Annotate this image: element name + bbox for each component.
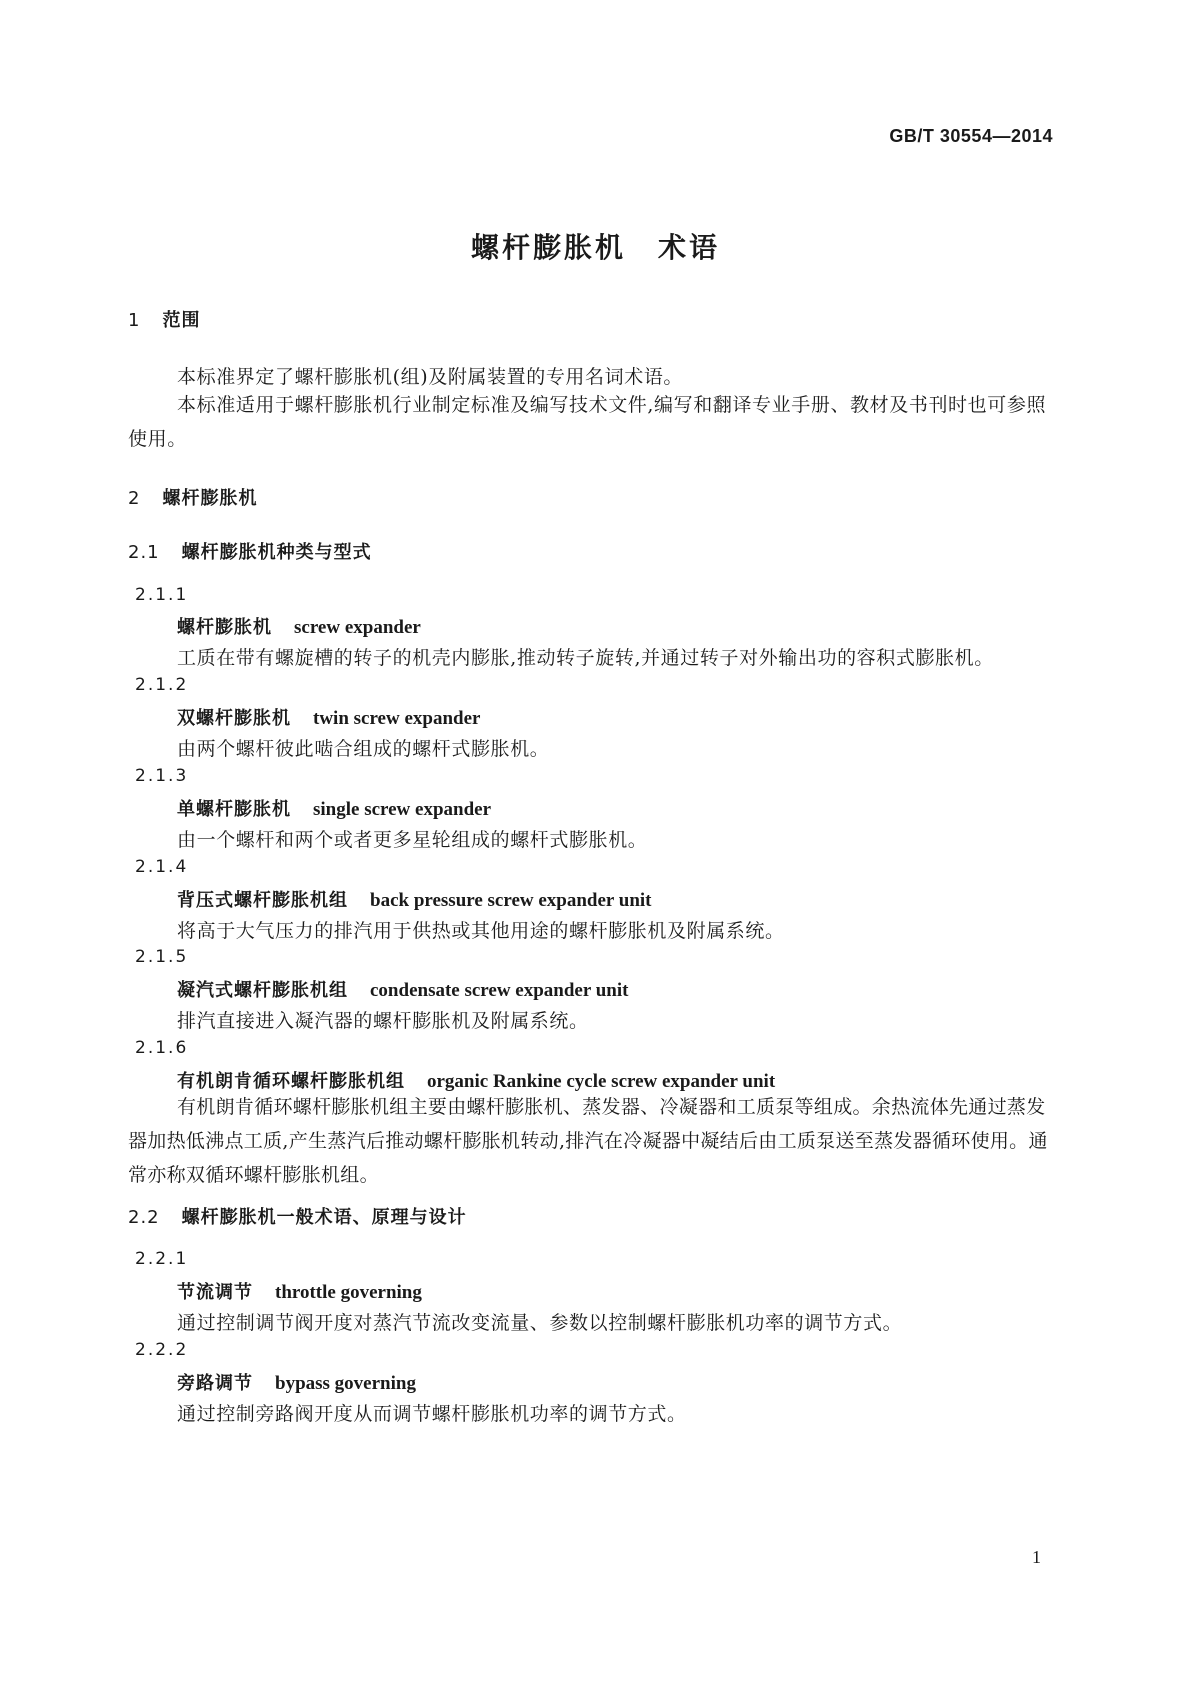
term-english: bypass governing xyxy=(275,1373,416,1394)
term-definition: 将高于大气压力的排汽用于供热或其他用途的螺杆膨胀机及附属系统。 xyxy=(177,920,785,942)
term-heading xyxy=(177,795,491,821)
term-number: 2.1.3 xyxy=(135,766,189,786)
term-english: twin screw expander xyxy=(313,708,481,729)
term-chinese: 单螺杆膨胀机 xyxy=(177,799,291,820)
term-chinese: 有机朗肯循环螺杆膨胀机组 xyxy=(177,1071,405,1092)
page-title xyxy=(0,226,1191,266)
scope-paragraph-2: 本标准适用于螺杆膨胀机行业制定标准及编写技术文件,编写和翻译专业手册、教材及书刊时也可参照使用。 xyxy=(128,394,1047,450)
term-definition: 由一个螺杆和两个或者更多星轮组成的螺杆式膨胀机。 xyxy=(177,829,648,851)
title-main: 螺杆膨胀机 xyxy=(470,231,626,264)
section-2-2-heading xyxy=(128,1203,467,1229)
section-title: 螺杆膨胀机一般术语、原理与设计 xyxy=(181,1207,467,1228)
term-number: 2.1.4 xyxy=(135,857,189,877)
section-number: 1 xyxy=(128,310,141,331)
section-2-heading xyxy=(128,484,257,510)
section-title: 螺杆膨胀机种类与型式 xyxy=(181,542,372,563)
term-number: 2.1.2 xyxy=(135,675,189,695)
term-number: 2.1.6 xyxy=(135,1038,189,1058)
term-definition: 通过控制调节阀开度对蒸汽节流改变流量、参数以控制螺杆膨胀机功率的调节方式。 xyxy=(177,1312,903,1334)
section-number: 2.1 xyxy=(128,542,160,563)
term-definition: 排汽直接进入凝汽器的螺杆膨胀机及附属系统。 xyxy=(177,1010,589,1032)
term-english: screw expander xyxy=(294,617,421,638)
section-2-1-heading xyxy=(128,538,372,564)
term-definition: 通过控制旁路阀开度从而调节螺杆膨胀机功率的调节方式。 xyxy=(177,1403,687,1425)
term-chinese: 螺杆膨胀机 xyxy=(177,617,272,638)
term-heading xyxy=(177,704,480,730)
term-heading xyxy=(177,976,628,1002)
term-english: organic Rankine cycle screw expander unit xyxy=(427,1071,776,1092)
term-chinese: 双螺杆膨胀机 xyxy=(177,708,291,729)
section-title: 螺杆膨胀机 xyxy=(162,488,258,509)
term-heading xyxy=(177,1278,422,1304)
term-chinese: 背压式螺杆膨胀机组 xyxy=(177,890,348,911)
term-definition: 由两个螺杆彼此啮合组成的螺杆式膨胀机。 xyxy=(177,738,550,760)
term-number: 2.1.5 xyxy=(135,947,189,967)
term-definition: 有机朗肯循环螺杆膨胀机组主要由螺杆膨胀机、蒸发器、冷凝器和工质泵等组成。余热流体先通过蒸发器加热低沸点工质,产生蒸汽后推动螺杆膨胀机转动,排汽在冷凝器中凝结后由工质泵送至蒸发器循环使用。通常亦称双循环螺杆膨胀机组。 xyxy=(128,1096,1048,1186)
document-code: GB/T 30554—2014 xyxy=(889,126,1053,146)
term-definition: 工质在带有螺旋槽的转子的机壳内膨胀,推动转子旋转,并通过转子对外输出功的容积式膨胀机。 xyxy=(177,647,994,669)
term-heading xyxy=(177,613,421,639)
term-english: single screw expander xyxy=(313,799,492,820)
term-chinese: 旁路调节 xyxy=(177,1373,253,1394)
term-heading xyxy=(177,1369,416,1395)
term-english: condensate screw expander unit xyxy=(370,980,629,1001)
term-heading xyxy=(177,886,652,912)
scope-paragraph-1: 本标准界定了螺杆膨胀机(组)及附属装置的专用名词术语。 xyxy=(177,366,684,388)
page-number: 1 xyxy=(1032,1547,1041,1567)
term-number: 2.1.1 xyxy=(135,585,189,605)
term-english: back pressure screw expander unit xyxy=(370,890,652,911)
term-chinese: 凝汽式螺杆膨胀机组 xyxy=(177,980,348,1001)
term-number: 2.2.1 xyxy=(135,1249,189,1269)
section-number: 2 xyxy=(128,488,141,509)
term-english: throttle governing xyxy=(275,1282,422,1303)
term-number: 2.2.2 xyxy=(135,1340,189,1360)
section-title: 范围 xyxy=(162,310,201,331)
section-number: 2.2 xyxy=(128,1207,160,1228)
title-sub: 术语 xyxy=(658,231,721,264)
section-1-heading xyxy=(128,306,200,332)
term-chinese: 节流调节 xyxy=(177,1282,253,1303)
